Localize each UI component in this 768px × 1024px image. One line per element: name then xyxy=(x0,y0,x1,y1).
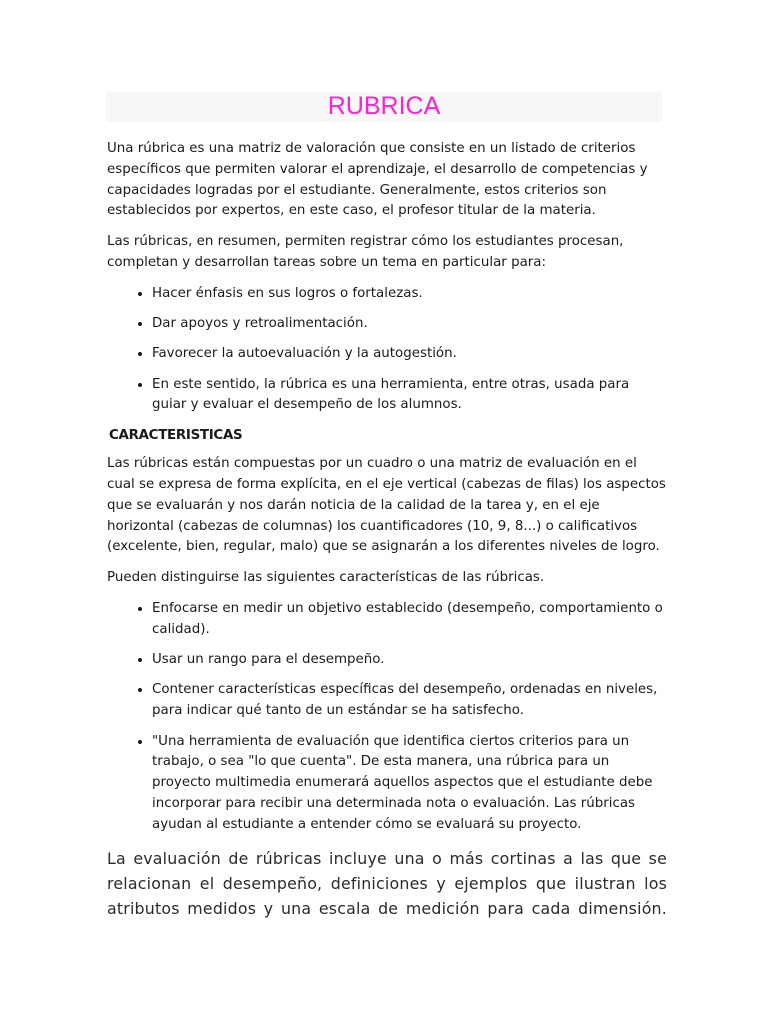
page-title: RUBRICA xyxy=(327,92,441,120)
characteristics-list xyxy=(107,599,667,835)
purpose-list xyxy=(107,284,667,416)
document-body xyxy=(107,139,667,932)
final-paragraph: La evaluación de rúbricas incluye una o más cortinas a las que se relacionan el desempeño, definiciones y ejemplos que ilustran los atributos medidos y una escala de medición para cada dimensión. xyxy=(107,848,667,919)
list-item: • Contener características específicas del desempeño, ordenadas en niveles, para indicar qué tanto de un estándar se ha satisfecho. xyxy=(152,680,667,722)
list-item: • Usar un rango para el desempeño. xyxy=(152,650,667,671)
list-item: • Enfocarse en medir un objetivo establecido (desempeño, comportamiento o calidad). xyxy=(152,599,667,641)
list-item: • Dar apoyos y retroalimentación. xyxy=(152,314,667,335)
list-item: • "Una herramienta de evaluación que identifica ciertos criterios para un trabajo, o sea "lo que cuenta". De esta manera, una rúbrica para un proyecto multimedia enumerará aquellos aspectos que el estudiante debe incorporar para recibir una determinada nota o evaluación. Las rúbricas ayudan al estudiante a entender cómo se evaluará su proyecto. xyxy=(152,732,667,836)
section-paragraph-1: Las rúbricas están compuestas por un cuadro o una matriz de evaluación en el cual se expresa de forma explícita, en el eje vertical (cabezas de filas) los aspectos que se evaluarán y nos darán noticia de la calidad de la tarea y, en el eje horizontal (cabezas de columnas) los cuantificadores (10, 9, 8...) o calificativos (excelente, bien, regular, malo) que se asignarán a los diferentes niveles de logro. xyxy=(107,456,666,555)
section-paragraph-2: Pueden distinguirse las siguientes características de las rúbricas. xyxy=(107,570,545,586)
intro-paragraph-2: Las rúbricas, en resumen, permiten registrar cómo los estudiantes procesan, completan y desarrollan tareas sobre un tema en particular para: xyxy=(107,234,624,270)
list-item: • Favorecer la autoevaluación y la autogestión. xyxy=(152,344,667,365)
list-item: • Hacer énfasis en sus logros o fortalezas. xyxy=(152,284,667,305)
section-heading: CARACTERISTICAS xyxy=(109,428,243,444)
list-item: • En este sentido, la rúbrica es una herramienta, entre otras, usada para guiar y evaluar el desempeño de los alumnos. xyxy=(152,375,667,417)
intro-paragraph-1: Una rúbrica es una matriz de valoración que consiste en un listado de criterios específicos que permiten valorar el aprendizaje, el desarrollo de competencias y capacidades logradas por el estudiante. Generalmente, estos criterios son establecidos por expertos, en este caso, el profesor titular de la materia. xyxy=(107,141,648,219)
